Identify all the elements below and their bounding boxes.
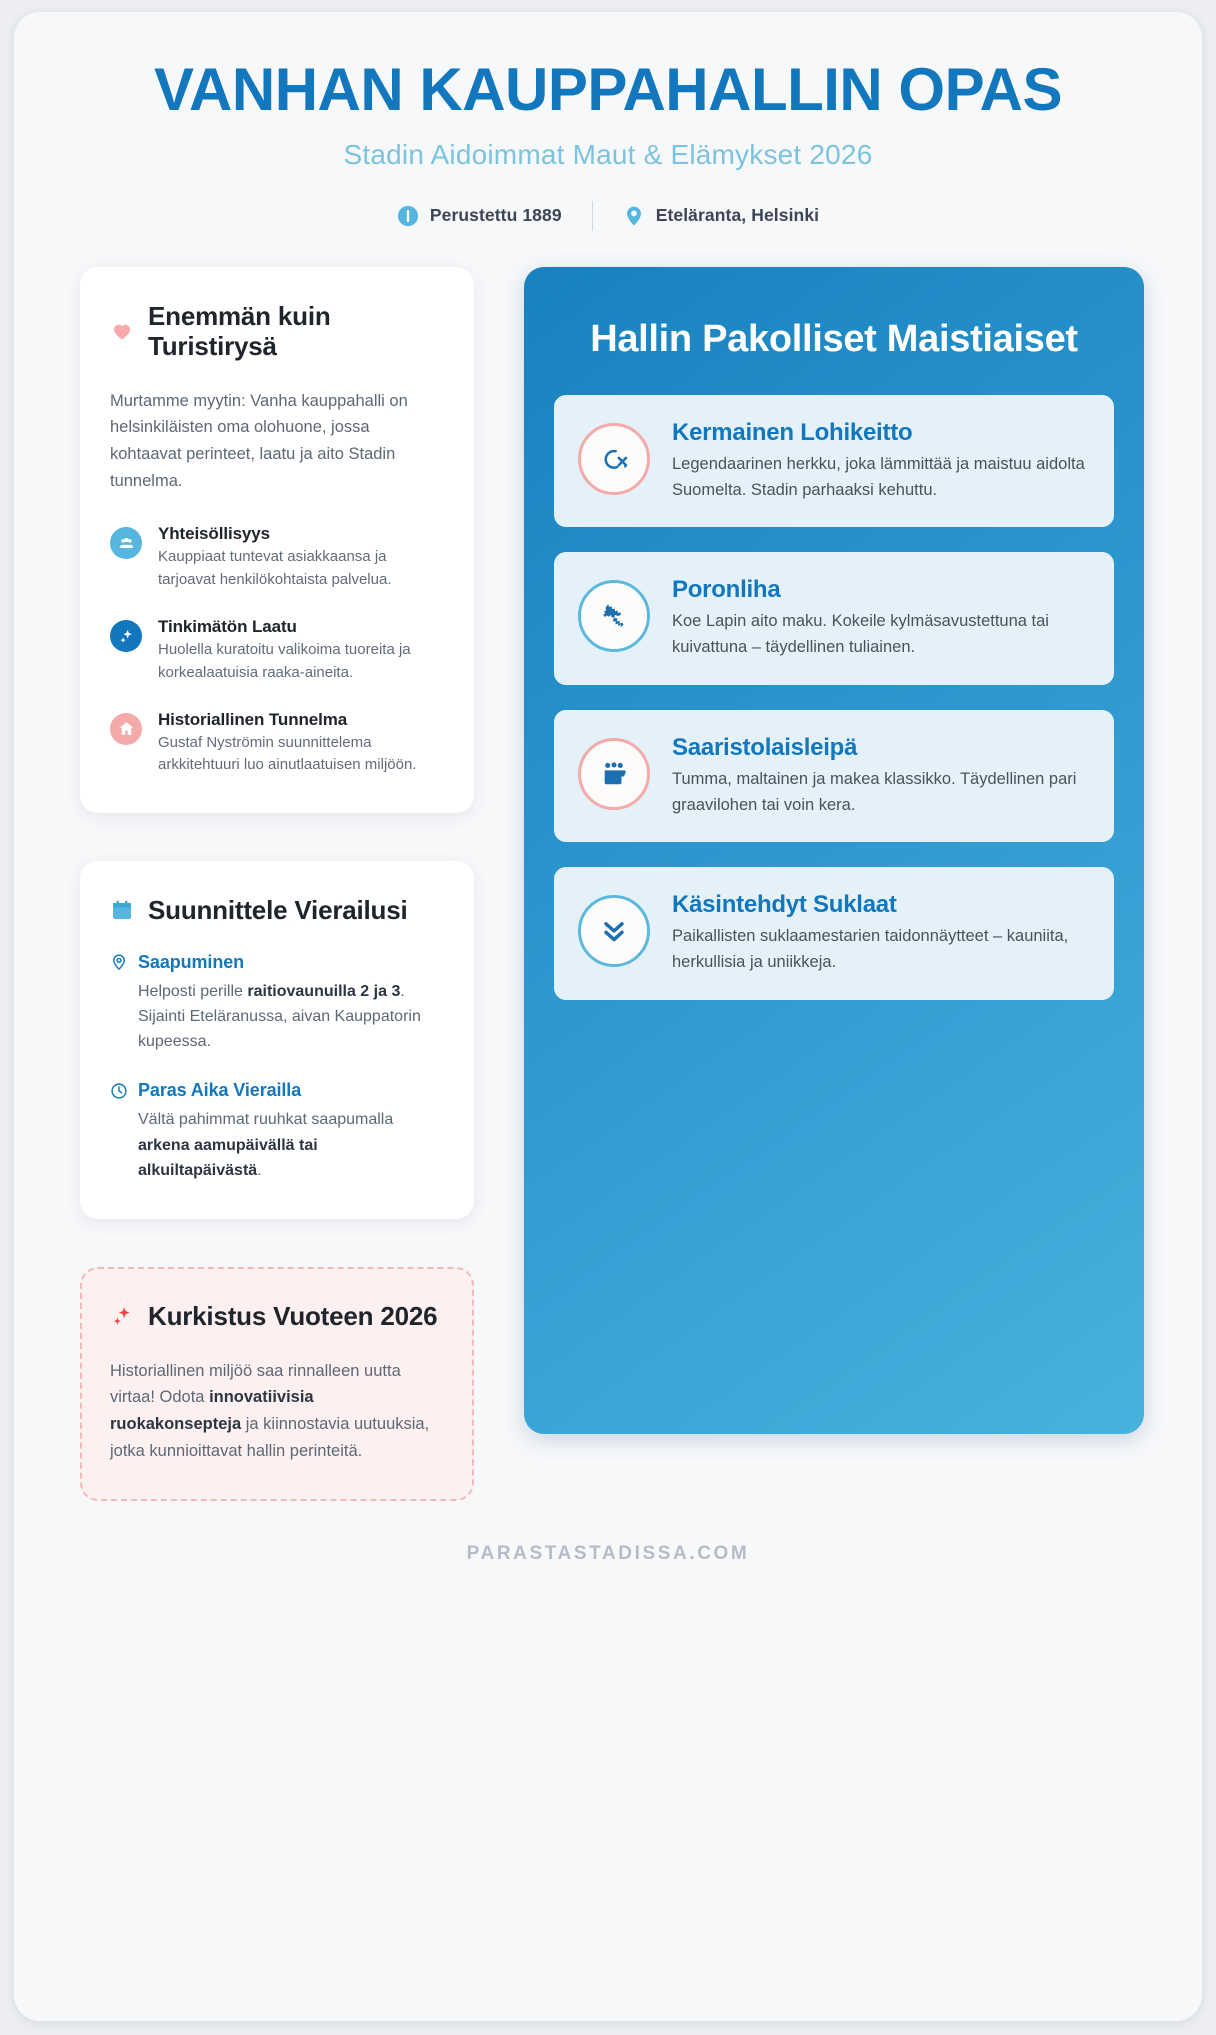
plan-card-title: Suunnittele Vierailusi xyxy=(148,895,408,926)
infographic-sheet xyxy=(14,12,1202,2021)
food-card-desc: Koe Lapin aito maku. Kokeile kylmäsavustettuna tai kuivattuna – täydellinen tuliainen. xyxy=(672,612,1049,657)
right-column xyxy=(524,267,1144,1434)
food-card-text xyxy=(672,889,1088,975)
food-card-text xyxy=(672,417,1088,503)
food-card-salmon-soup xyxy=(554,395,1114,527)
feature-item-history xyxy=(110,710,442,778)
meta-item-founded xyxy=(367,205,592,227)
people-group-icon xyxy=(110,527,142,559)
house-icon xyxy=(110,713,142,745)
plan-item-desc: Vältä pahimmat ruuhkat saapumalla arkena aamupäivällä tai alkuiltapäivästä. xyxy=(138,1111,394,1179)
feature-text xyxy=(158,710,442,778)
must-taste-panel xyxy=(524,267,1144,1434)
sparkle-icon xyxy=(110,620,142,652)
food-card-reindeer xyxy=(554,552,1114,684)
food-card-title: Käsintehdyt Suklaat xyxy=(672,891,897,919)
plan-item-best-time xyxy=(110,1080,442,1183)
left-column xyxy=(80,267,474,1501)
reindeer-icon xyxy=(578,580,650,652)
plan-card-header xyxy=(110,895,442,925)
feature-item-quality xyxy=(110,617,442,685)
food-card-title: Saaristolaisleipä xyxy=(672,733,858,761)
bread-loaf-icon xyxy=(578,738,650,810)
feature-desc: Huolella kuratoitu valikoima tuoreita ja korkealaatuisia raaka-aineita. xyxy=(158,641,411,681)
food-card-archipelago-bread xyxy=(554,710,1114,842)
preview-card-body: Historiallinen miljöö saa rinnalleen uutta virtaa! Odota innovatiivisia ruokakonsepteja ja kiinnostavia uutuuksia, jotka kunnioittavat hallin perinteitä. xyxy=(110,1361,430,1460)
feature-text xyxy=(158,617,442,685)
plan-item-header xyxy=(110,952,442,973)
food-card-text xyxy=(672,732,1088,818)
about-card-body: Murtamme myytin: Vanha kauppahalli on helsinkiläisten oma olohuone, jossa kohtaavat perinteet, laatu ja aito Stadin tunnelma. xyxy=(110,391,408,490)
plan-item-header xyxy=(110,1080,442,1101)
about-feature-list xyxy=(110,524,442,777)
calendar-icon xyxy=(110,898,134,922)
feature-title: Historiallinen Tunnelma xyxy=(158,709,348,729)
feature-desc: Kauppiaat tuntevat asiakkaansa ja tarjoavat henkilökohtaista palvelua. xyxy=(158,548,392,589)
clock-tower-icon xyxy=(397,205,419,227)
heart-icon xyxy=(110,319,134,343)
plan-item-arrival xyxy=(110,952,442,1055)
food-card-desc: Tumma, maltainen ja makea klassikko. Täydellinen pari graavilohen tai voin kera. xyxy=(672,769,1077,814)
page-title: VANHAN KAUPPAHALLIN OPAS xyxy=(153,56,1062,123)
plan-item-title: Saapuminen xyxy=(138,951,245,972)
food-card-desc: Legendaarinen herkku, joka lämmittää ja maistuu aidolta Suomelta. Stadin parhaaksi kehuttu. xyxy=(672,454,1085,499)
about-card-header xyxy=(110,301,442,362)
double-chevron-down-icon xyxy=(578,895,650,967)
footer-site-url: PARASTASTADISSA.COM xyxy=(466,1542,750,1564)
soup-bowl-icon xyxy=(578,423,650,495)
header xyxy=(14,12,1202,231)
plan-item-desc: Helposti perille raitiovaunuilla 2 ja 3. Sijainti Eteläranussa, aivan Kauppatorin kupeessa. xyxy=(138,982,421,1051)
food-card-title: Poronliha xyxy=(672,576,781,604)
food-card-chocolates xyxy=(554,867,1114,999)
preview-card-title: Kurkistus Vuoteen 2026 xyxy=(148,1301,438,1332)
preview-card-header xyxy=(110,1301,442,1331)
meta-label-founded: Perustettu 1889 xyxy=(429,205,562,226)
feature-text xyxy=(158,524,442,592)
main-content xyxy=(14,231,1202,1501)
plan-item-title: Paras Aika Vierailla xyxy=(138,1080,302,1101)
map-pin-icon xyxy=(623,205,645,227)
location-target-icon xyxy=(110,953,128,971)
clock-icon xyxy=(110,1082,128,1100)
sparkles-red-icon xyxy=(110,1304,134,1328)
food-card-desc: Paikallisten suklaamestarien taidonnäytteet – kauniita, herkullisia ja uniikkeja. xyxy=(672,927,1069,972)
about-card-title: Enemmän kuin Turistirysä xyxy=(148,300,331,362)
feature-title: Tinkimätön Laatu xyxy=(158,617,297,637)
panel-title: Hallin Pakolliset Maistiaiset xyxy=(590,317,1078,360)
meta-label-location: Eteläranta, Helsinki xyxy=(655,205,820,226)
preview-2026-card xyxy=(80,1267,474,1500)
feature-title: Yhteisöllisyys xyxy=(158,524,270,544)
plan-visit-card xyxy=(80,861,474,1219)
page-subtitle: Stadin Aidoimmat Maut & Elämykset 2026 xyxy=(343,138,873,170)
header-meta-row xyxy=(84,201,1132,231)
feature-desc: Gustaf Nyströmin suunnittelema arkkitehtuuri luo ainutlaatuisen miljöön. xyxy=(158,733,417,774)
meta-item-location xyxy=(593,205,849,227)
about-card xyxy=(80,267,474,813)
food-card-title: Kermainen Lohikeitto xyxy=(672,418,913,446)
feature-item-community xyxy=(110,524,442,592)
food-card-text xyxy=(672,574,1088,660)
